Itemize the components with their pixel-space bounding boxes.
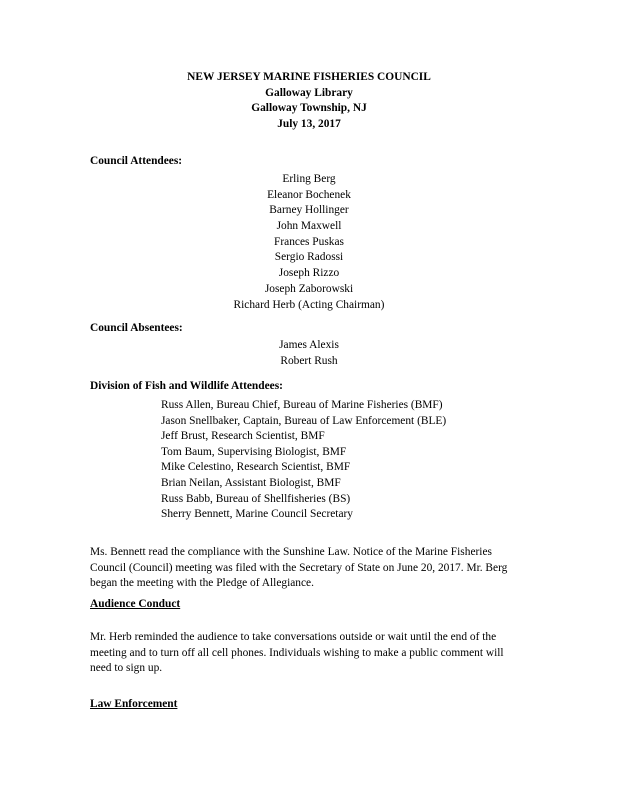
list-item: James Alexis [279,339,339,351]
council-attendees-list [0,172,618,313]
list-item: Sherry Bennett, Marine Council Secretary [161,508,354,521]
venue-location: Galloway Township, NJ [251,102,367,114]
list-item: Erling Berg [282,173,336,185]
audience-conduct-heading: Audience Conduct [90,598,181,610]
council-attendees-heading: Council Attendees: [90,155,183,167]
list-item: Sergio Radossi [274,251,344,264]
document-header [0,70,618,132]
list-item: Frances Puskas [274,235,344,248]
list-item: Joseph Zaborowski [264,282,354,295]
division-attendees-list [161,398,446,523]
list-item: Jason Snellbaker, Captain, Bureau of Law Enforcement (BLE) [161,414,447,427]
list-item: Russ Babb, Bureau of Shellfisheries (BS) [161,492,351,505]
list-item: Joseph Rizzo [278,267,340,280]
division-attendees-heading: Division of Fish and Wildlife Attendees: [90,380,283,392]
list-item: Tom Baum, Supervising Biologist, BMF [161,445,347,458]
paragraph-line: began the meeting with the Pledge of Allegiance. [90,577,314,590]
sunshine-law-paragraph [90,545,540,592]
list-item: Jeff Brust, Research Scientist, BMF [161,430,325,443]
council-absentees-heading: Council Absentees: [90,322,183,334]
list-item: Barney Hollinger [269,204,349,217]
list-item: Brian Neilan, Assistant Biologist, BMF [161,476,341,489]
paragraph-line: need to sign up. [90,662,163,675]
paragraph-line: Council (Council) meeting was filed with the Secretary of State on June 20, 2017. Mr. Berg [90,561,508,574]
paragraph-line: Ms. Bennett read the compliance with the Sunshine Law. Notice of the Marine Fisheries [90,546,492,558]
paragraph-line: meeting and to turn off all cell phones. Individuals wishing to make a public comment will [90,646,504,659]
meeting-date: July 13, 2017 [277,117,341,130]
list-item: Eleanor Bochenek [267,188,351,201]
paragraph-line: Mr. Herb reminded the audience to take conversations outside or wait until the end of the [90,631,497,643]
list-item: Mike Celestino, Research Scientist, BMF [161,461,351,474]
council-absentees-list [0,338,618,369]
law-enforcement-heading: Law Enforcement [90,698,178,710]
org-title: NEW JERSEY MARINE FISHERIES COUNCIL [187,71,431,83]
audience-conduct-paragraph [90,630,540,677]
list-item: Richard Herb (Acting Chairman) [233,298,385,311]
list-item: Russ Allen, Bureau Chief, Bureau of Marine Fisheries (BMF) [161,399,443,411]
list-item: John Maxwell [276,220,342,233]
venue-name: Galloway Library [265,86,353,99]
list-item: Robert Rush [280,354,338,367]
